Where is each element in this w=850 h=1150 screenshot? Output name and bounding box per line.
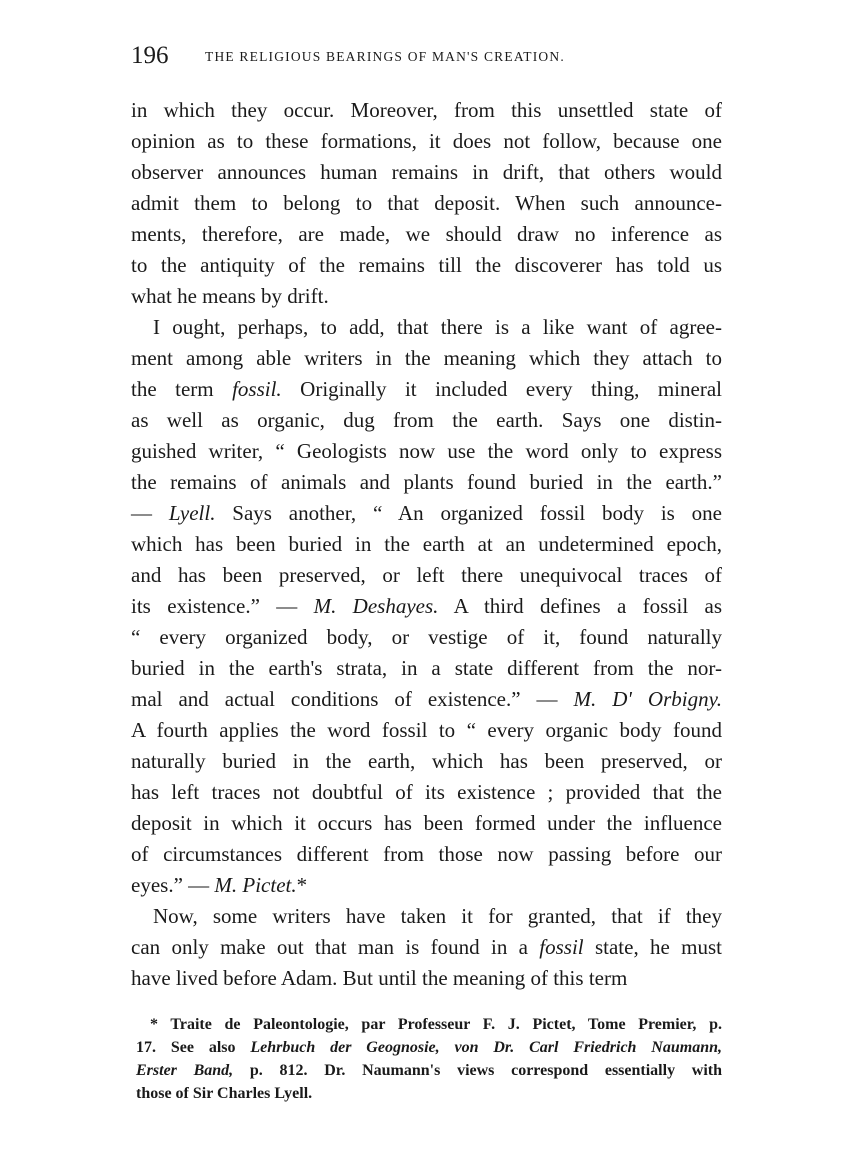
body-line <box>153 312 722 343</box>
body-line <box>131 560 722 591</box>
body-text: I ought, perhaps, to add, that there is a like want of agree- <box>153 315 722 339</box>
body-line <box>131 405 722 436</box>
footnote-line <box>136 1036 722 1059</box>
page-number: 196 <box>131 42 169 69</box>
body-line <box>131 529 722 560</box>
body-line <box>131 95 722 126</box>
body-line <box>131 808 722 839</box>
body-text: Says another, “ An organized fossil body is one <box>215 501 723 525</box>
body-text: as well as organic, dug from the earth. Says one distin- <box>131 408 722 432</box>
footnote-text: p. 812. Dr. Naumann's views correspond essentially with <box>233 1062 723 1079</box>
footnote-line <box>150 1013 722 1036</box>
body-line <box>131 250 722 281</box>
body-text: A third defines a fossil as <box>438 594 722 618</box>
body-emphasis: fossil. <box>232 377 282 401</box>
footnote-emphasis: Lehrbuch der Geognosie, von Dr. Carl Friedrich Naumann, <box>250 1039 722 1056</box>
body-line <box>131 157 722 188</box>
body-text: what he means by drift. <box>131 284 329 308</box>
body-line <box>131 467 722 498</box>
body-text: ments, therefore, are made, we should draw no inference as <box>131 222 722 246</box>
body-text: * <box>296 873 308 897</box>
body-text: “ every organized body, or vestige of it, found naturally <box>131 625 722 649</box>
body-text: admit them to belong to that deposit. When such announce- <box>131 191 722 215</box>
footnote-line <box>136 1059 722 1082</box>
body-line <box>131 715 722 746</box>
footnote-text: those of Sir Charles Lyell. <box>136 1085 313 1102</box>
body-line <box>131 591 722 622</box>
body-text: and has been preserved, or left there unequivocal traces of <box>131 563 722 587</box>
running-title: THE RELIGIOUS BEARINGS OF MAN'S CREATION. <box>205 49 565 64</box>
body-line <box>131 188 722 219</box>
body-text: has left traces not doubtful of its existence ; provided that the <box>131 780 722 804</box>
body-text: its existence.” — <box>131 594 314 618</box>
footnote-line <box>136 1082 722 1105</box>
body-text: of circumstances different from those now passing before our <box>131 842 722 866</box>
body-text: the term <box>131 377 233 401</box>
body-line <box>131 374 722 405</box>
footnote-text: 17. See also <box>136 1039 251 1056</box>
body-text: buried in the earth's strata, in a state different from the nor- <box>131 656 722 680</box>
body-line <box>131 436 722 467</box>
body-text: the remains of animals and plants found buried in the earth.” <box>131 470 722 494</box>
body-text: have lived before Adam. But until the meaning of this term <box>131 966 628 990</box>
body-line <box>131 684 722 715</box>
body-text: which has been buried in the earth at an undetermined epoch, <box>131 532 722 556</box>
body-emphasis: fossil <box>539 935 584 959</box>
body-emphasis: M. D' Orbigny. <box>573 687 722 711</box>
body-line <box>131 653 722 684</box>
body-line <box>131 746 722 777</box>
body-text: — <box>131 501 169 525</box>
body-line <box>131 963 722 994</box>
body-text: observer announces human remains in drift, that others would <box>131 160 722 184</box>
body-text: guished writer, “ Geologists now use the word only to express <box>131 439 722 463</box>
page-header <box>131 40 731 72</box>
body-text: in which they occur. Moreover, from this unsettled state of <box>131 98 722 122</box>
body-line <box>131 839 722 870</box>
body-line <box>131 498 722 529</box>
body-text: can only make out that man is found in a <box>131 935 540 959</box>
body-text: state, he must <box>583 935 722 959</box>
body-text: opinion as to these formations, it does not follow, because one <box>131 129 722 153</box>
body-line <box>131 126 722 157</box>
body-text: deposit in which it occurs has been formed under the influence <box>131 811 722 835</box>
footnote-text: * Traite de Paleontologie, par Professeur F. J. Pictet, Tome Premier, p. <box>150 1016 722 1033</box>
body-line <box>131 343 722 374</box>
body-emphasis: M. Deshayes. <box>313 594 439 618</box>
body-line <box>131 622 722 653</box>
body-text: Now, some writers have taken it for granted, that if they <box>153 904 722 928</box>
body-text: Originally it included every thing, mineral <box>281 377 722 401</box>
body-text: mal and actual conditions of existence.” — <box>131 687 574 711</box>
body-line <box>131 777 722 808</box>
body-emphasis: M. Pictet. <box>214 873 297 897</box>
footnote-emphasis: Erster Band, <box>136 1062 234 1079</box>
body-text: to the antiquity of the remains till the discoverer has told us <box>131 253 722 277</box>
body-line <box>131 870 722 901</box>
body-emphasis: Lyell. <box>168 501 216 525</box>
body-line <box>153 901 722 932</box>
body-text: A fourth applies the word fossil to “ every organic body found <box>131 718 722 742</box>
body-text: eyes.” — <box>131 873 215 897</box>
body-line <box>131 932 722 963</box>
body-text: ment among able writers in the meaning which they attach to <box>131 346 722 370</box>
body-line <box>131 219 722 250</box>
body-text: naturally buried in the earth, which has been preserved, or <box>131 749 722 773</box>
body-line <box>131 281 722 312</box>
